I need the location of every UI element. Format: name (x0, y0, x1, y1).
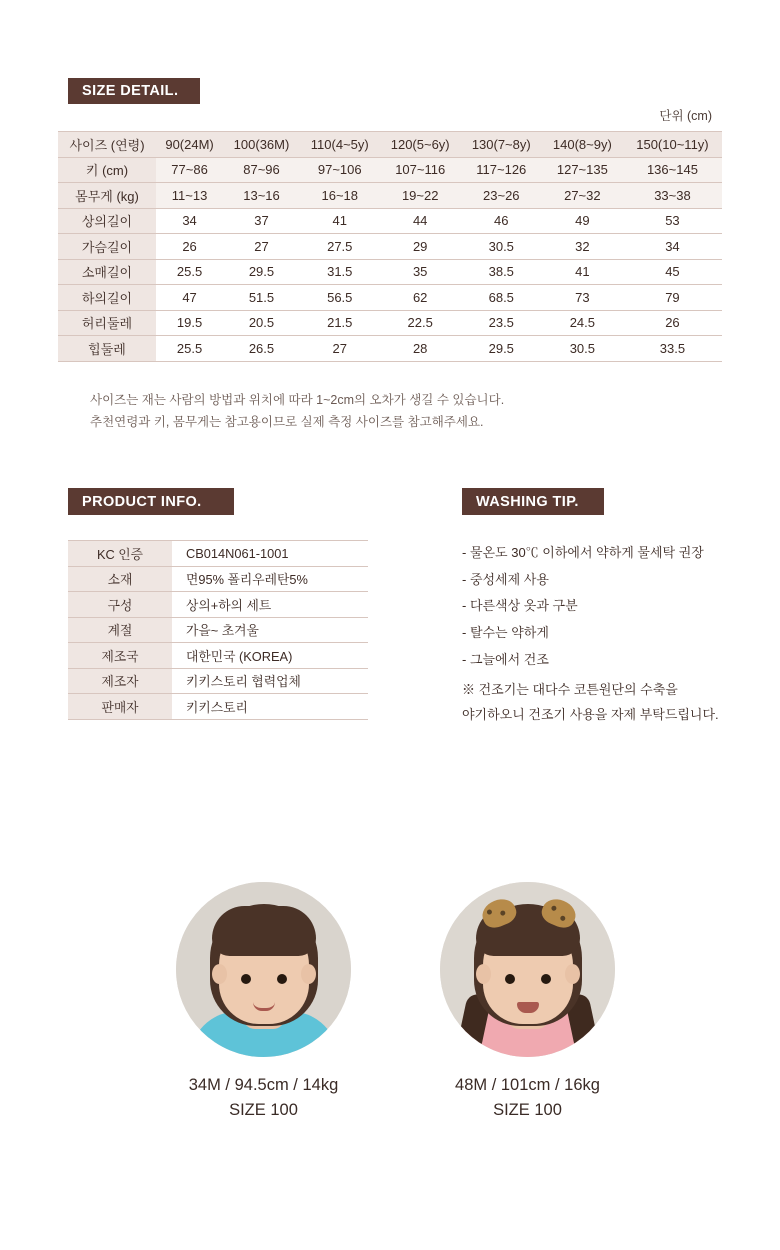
size-cell-7-6: 33.5 (623, 336, 722, 362)
size-cell-7-1: 26.5 (223, 336, 300, 362)
model-caption-1 (176, 1073, 351, 1123)
girl-mouth (517, 1002, 539, 1013)
size-table (58, 131, 722, 362)
size-cell-7-4: 29.5 (461, 336, 542, 362)
boy-eye-left (241, 974, 251, 984)
product-info-value-6: 키키스토리 (172, 694, 368, 720)
size-cell-5-6: 79 (623, 285, 722, 311)
size-cell-4-4: 38.5 (461, 259, 542, 285)
section-header-size-detail-label: SIZE DETAIL. (82, 83, 179, 99)
bow-dot (559, 915, 566, 922)
model-caption-2-line-2: SIZE 100 (493, 1100, 562, 1119)
product-info-value-0: CB014N061-1001 (172, 541, 368, 567)
bow-dot (486, 909, 493, 916)
size-table-header-label: 사이즈 (연령) (58, 132, 156, 158)
table-row (58, 310, 722, 336)
size-cell-6-1: 20.5 (223, 310, 300, 336)
model-photo-girl (440, 882, 615, 1057)
product-info-key-4: 제조국 (68, 643, 172, 669)
size-cell-7-0: 25.5 (156, 336, 223, 362)
boy-ear-right (301, 964, 316, 984)
table-row (58, 132, 722, 158)
table-row (58, 285, 722, 311)
size-cell-4-1: 29.5 (223, 259, 300, 285)
size-cell-2-0: 34 (156, 208, 223, 234)
size-cell-5-0: 47 (156, 285, 223, 311)
table-row (68, 566, 368, 592)
girl-ear-left (476, 964, 491, 984)
table-row (68, 668, 368, 694)
girl-eye-left (505, 974, 515, 984)
size-cell-4-2: 31.5 (300, 259, 380, 285)
size-row-label-0: 키 (cm) (58, 157, 156, 183)
size-cell-7-5: 30.5 (542, 336, 623, 362)
product-info-key-6: 판매자 (68, 694, 172, 720)
bow-dot (499, 910, 506, 917)
size-table-col-2: 110(4~5y) (300, 132, 380, 158)
size-cell-1-5: 27~32 (542, 183, 623, 209)
product-info-value-1: 면95% 폴리우레탄5% (172, 566, 368, 592)
size-table-col-6: 150(10~11y) (623, 132, 722, 158)
size-table-col-1: 100(36M) (223, 132, 300, 158)
boy-illustration (176, 882, 351, 1057)
table-row (68, 694, 368, 720)
model-caption-2 (440, 1073, 615, 1123)
size-row-label-4: 소매길이 (58, 259, 156, 285)
size-cell-1-3: 19~22 (380, 183, 461, 209)
size-cell-0-5: 127~135 (542, 157, 623, 183)
size-cell-2-6: 53 (623, 208, 722, 234)
size-cell-2-1: 37 (223, 208, 300, 234)
product-info-table (68, 540, 368, 720)
size-table-col-4: 130(7~8y) (461, 132, 542, 158)
size-cell-0-3: 107~116 (380, 157, 461, 183)
size-row-label-7: 힙둘레 (58, 336, 156, 362)
size-cell-6-2: 21.5 (300, 310, 380, 336)
size-cell-5-1: 51.5 (223, 285, 300, 311)
size-cell-0-4: 117~126 (461, 157, 542, 183)
size-cell-0-1: 87~96 (223, 157, 300, 183)
washing-tip-item-3: - 탈수는 약하게 (462, 624, 549, 640)
size-note-1: 추천연령과 키, 몸무게는 참고용이므로 실제 측정 사이즈를 참고해주세요. (90, 414, 484, 429)
size-note-0: 사이즈는 재는 사람의 방법과 위치에 따라 1~2cm의 오차가 생길 수 있습니다. (90, 393, 505, 407)
size-cell-6-6: 26 (623, 310, 722, 336)
product-info-key-2: 구성 (68, 592, 172, 618)
model-caption-2-line-1: 48M / 101cm / 16kg (455, 1076, 600, 1094)
size-table-notes (90, 390, 504, 434)
size-cell-1-2: 16~18 (300, 183, 380, 209)
model-photo-boy (176, 882, 351, 1057)
model-caption-1-line-1: 34M / 94.5cm / 14kg (188, 1076, 339, 1094)
table-row (68, 541, 368, 567)
section-header-product-info (68, 488, 234, 515)
table-row (58, 183, 722, 209)
size-cell-6-5: 24.5 (542, 310, 623, 336)
size-cell-0-0: 77~86 (156, 157, 223, 183)
girl-ear-right (565, 964, 580, 984)
table-row (68, 592, 368, 618)
size-cell-6-4: 23.5 (461, 310, 542, 336)
size-cell-5-5: 73 (542, 285, 623, 311)
size-table-unit-note: 단위 (cm) (659, 109, 712, 123)
size-cell-2-5: 49 (542, 208, 623, 234)
product-info-value-4: 대한민국 (KOREA) (172, 643, 368, 669)
table-row (68, 643, 368, 669)
product-info-key-0: KC 인증 (68, 541, 172, 567)
size-table-col-3: 120(5~6y) (380, 132, 461, 158)
table-row (58, 336, 722, 362)
size-cell-7-3: 28 (380, 336, 461, 362)
size-cell-1-4: 23~26 (461, 183, 542, 209)
product-info-key-5: 제조자 (68, 668, 172, 694)
size-cell-6-0: 19.5 (156, 310, 223, 336)
washing-tip-item-0: - 물온도 30℃ 이하에서 약하게 물세탁 권장 (462, 545, 704, 560)
size-cell-0-6: 136~145 (623, 157, 722, 183)
size-cell-3-3: 29 (380, 234, 461, 260)
size-cell-4-3: 35 (380, 259, 461, 285)
size-table-col-5: 140(8~9y) (542, 132, 623, 158)
girl-eye-right (541, 974, 551, 984)
size-cell-3-6: 34 (623, 234, 722, 260)
size-cell-3-1: 27 (223, 234, 300, 260)
size-cell-0-2: 97~106 (300, 157, 380, 183)
washing-tip-note-line-2: 야기하오니 건조기 사용을 자제 부탁드립니다. (462, 706, 719, 722)
size-cell-1-1: 13~16 (223, 183, 300, 209)
section-header-size-detail (68, 78, 200, 104)
size-cell-2-3: 44 (380, 208, 461, 234)
section-header-washing-tip (462, 488, 604, 515)
size-cell-1-6: 33~38 (623, 183, 722, 209)
product-info-value-3: 가을~ 초겨울 (172, 617, 368, 643)
size-cell-1-0: 11~13 (156, 183, 223, 209)
size-cell-6-3: 22.5 (380, 310, 461, 336)
model-card-1 (176, 882, 351, 1123)
section-header-product-info-label: PRODUCT INFO. (82, 493, 202, 510)
size-cell-5-3: 62 (380, 285, 461, 311)
product-info-value-5: 키키스토리 협력업체 (172, 668, 368, 694)
boy-bangs (212, 906, 316, 956)
product-info-key-1: 소재 (68, 566, 172, 592)
size-cell-3-4: 30.5 (461, 234, 542, 260)
size-cell-2-2: 41 (300, 208, 380, 234)
table-row (68, 617, 368, 643)
size-cell-4-6: 45 (623, 259, 722, 285)
size-cell-5-4: 68.5 (461, 285, 542, 311)
boy-ear-left (212, 964, 227, 984)
size-cell-3-0: 26 (156, 234, 223, 260)
boy-eye-right (277, 974, 287, 984)
bow-dot (550, 905, 557, 912)
size-table-col-0: 90(24M) (156, 132, 223, 158)
washing-tip-item-1: - 중성세제 사용 (462, 571, 549, 587)
size-row-label-1: 몸무게 (kg) (58, 183, 156, 209)
table-row (58, 208, 722, 234)
size-row-label-6: 허리둘레 (58, 310, 156, 336)
washing-tip-item-4: - 그늘에서 건조 (462, 651, 549, 667)
washing-tip-list (462, 540, 752, 729)
size-cell-4-5: 41 (542, 259, 623, 285)
section-header-washing-tip-label: WASHING TIP. (476, 493, 579, 510)
washing-tip-note-line-1: ※ 건조기는 대다수 코튼원단의 수축을 (462, 682, 678, 698)
size-cell-3-5: 32 (542, 234, 623, 260)
size-cell-2-4: 46 (461, 208, 542, 234)
washing-tip-item-2: - 다른색상 옷과 구분 (462, 598, 578, 614)
size-row-label-2: 상의길이 (58, 208, 156, 234)
size-cell-3-2: 27.5 (300, 234, 380, 260)
size-cell-7-2: 27 (300, 336, 380, 362)
model-caption-1-line-2: SIZE 100 (229, 1100, 298, 1119)
size-cell-5-2: 56.5 (300, 285, 380, 311)
product-info-value-2: 상의+하의 세트 (172, 592, 368, 618)
table-row (58, 157, 722, 183)
model-card-2 (440, 882, 615, 1123)
size-cell-4-0: 25.5 (156, 259, 223, 285)
product-info-key-3: 계절 (68, 617, 172, 643)
girl-illustration (440, 882, 615, 1057)
size-row-label-5: 하의길이 (58, 285, 156, 311)
table-row (58, 259, 722, 285)
table-row (58, 234, 722, 260)
size-row-label-3: 가슴길이 (58, 234, 156, 260)
